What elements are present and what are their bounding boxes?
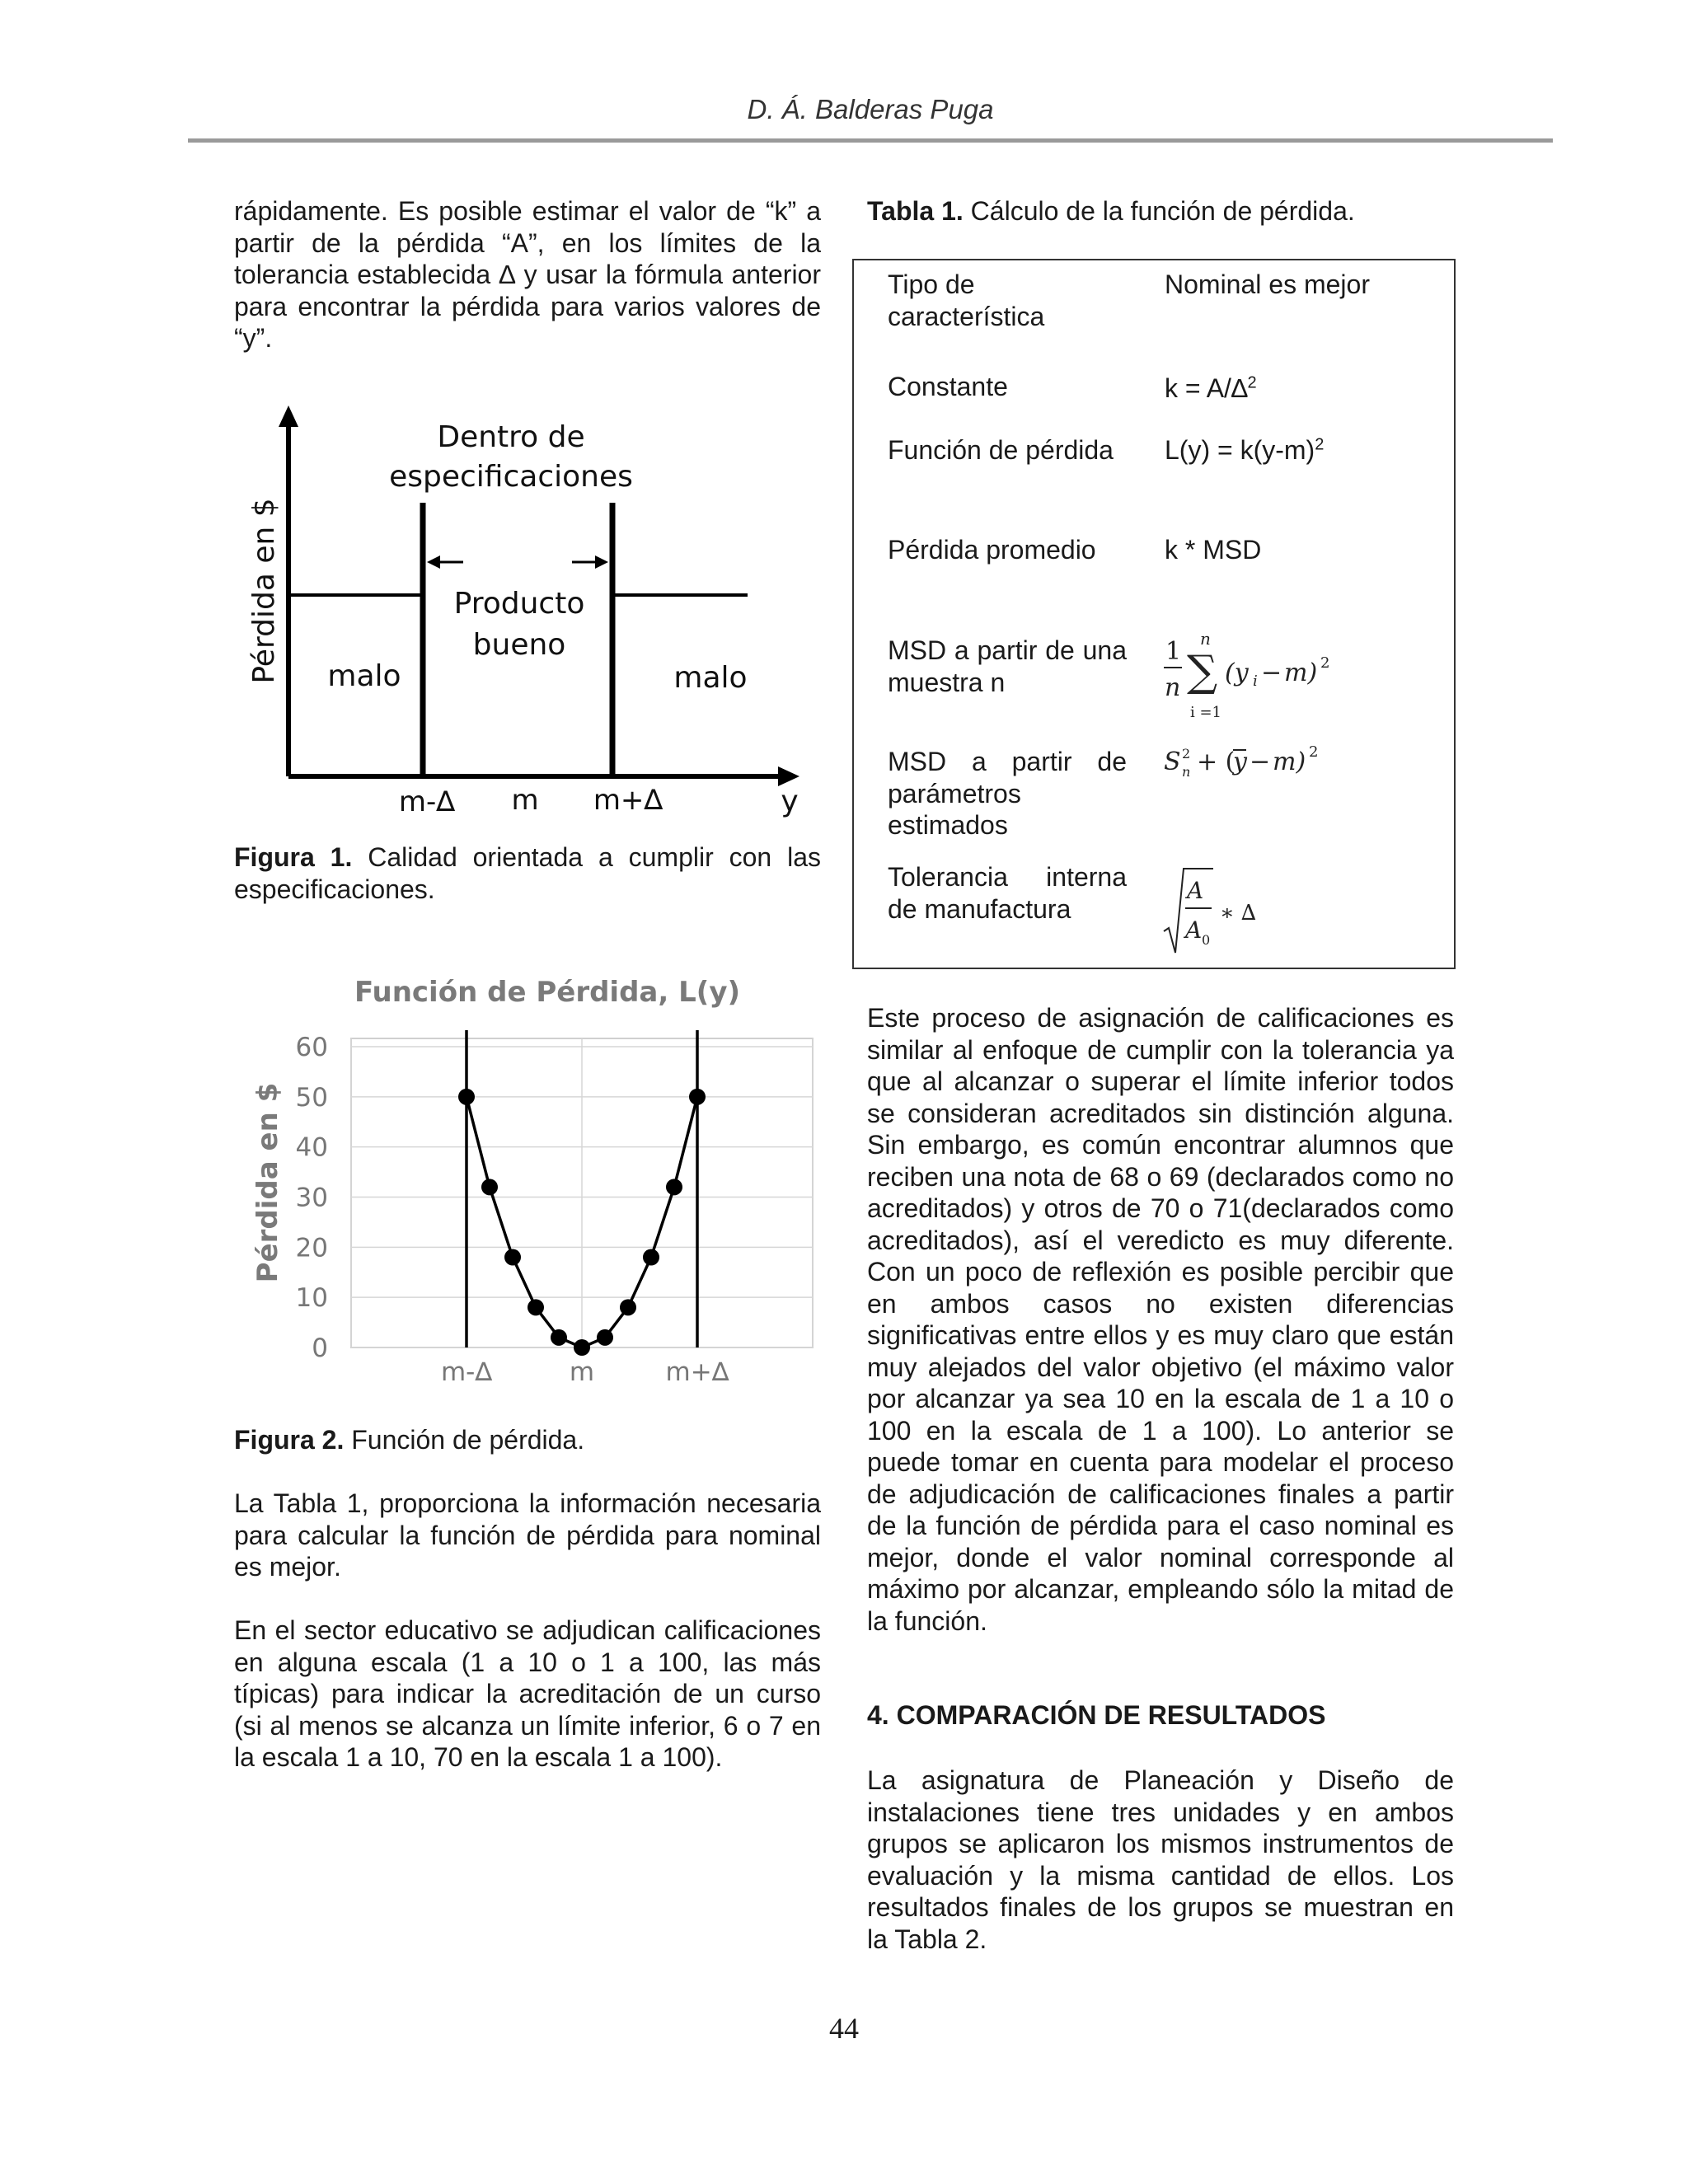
svg-text:S: S <box>1164 748 1181 776</box>
fig1-center-label-1: Producto <box>453 587 585 621</box>
table-loss-formula: L(y) = k(y-m) <box>1165 435 1315 465</box>
table-constant-formula: k = A/∆ <box>1165 373 1248 403</box>
section-heading: 4. COMPARACIÓN DE RESULTADOS <box>867 1700 1326 1730</box>
chart-x-tick-label: m+∆ <box>665 1357 729 1387</box>
figure-1-caption <box>234 841 821 905</box>
right-para-1: Este proceso de asignación de calificaciones es similar al enfoque de cumplir con la tolerancia ya que al alcanzar o superar el límite inferior todos se consideran acreditados sin distinción alguna. Sin embargo, es común encontrar alumnos que reciben una nota de 68 o 69 (declarados como no acreditados) y otros de 70 o 71(declarados como acreditados), así el veredicto es muy diferente. Con un poco de reflexión es posible percibir que en ambos casos no existen diferencias significativas entre ellos y es muy claro que están muy alejados del valor objetivo (el máximo valor por alcanzar ya sea 10 en la escala de 1 a 10 o 100 en la escala de 1 a 100). Lo anterior se puede tomar en cuenta para modelar el proceso de adjudicación de calificaciones finales a partir de la función de pérdida para el caso nominal es mejor, donde el valor nominal corresponde al máximo por alcanzar, empleando sólo la mitad de la función. <box>867 1003 1454 1636</box>
table-row-label: MSD a partir de una muestra n <box>888 635 1127 697</box>
fig1-y-label: Pérdida en $ <box>247 498 281 684</box>
svg-text:1: 1 <box>1165 637 1182 666</box>
svg-text:2: 2 <box>1309 743 1319 761</box>
right-para-2: La asignatura de Planeación y Diseño de instalaciones tiene tres unidades y en ambos grupos se aplicaron los mismos instrumentos de evaluación y la misma cantidad de ellos. Los resultados finales de los grupos se muestran en la Tabla 2. <box>867 1765 1454 1954</box>
chart-data-point <box>458 1089 475 1105</box>
svg-text:n: n <box>1200 629 1211 649</box>
fig1-top-label-1: Dentro de <box>437 420 585 454</box>
msd-params-formula <box>1162 738 1343 788</box>
svg-text:n: n <box>1182 764 1191 780</box>
svg-text:n: n <box>1165 673 1181 702</box>
svg-text:∗ ∆: ∗ ∆ <box>1220 901 1257 926</box>
figure-2-caption <box>234 1424 821 1456</box>
left-para-2: La Tabla 1, proporciona la información necesaria para calcular la función de pérdida para nominal es mejor. <box>234 1488 821 1582</box>
fig1-y-arrow <box>279 405 298 427</box>
chart-title: Función de Pérdida, L(y) <box>354 976 741 1009</box>
fig1-tick-plus: m+∆ <box>593 784 663 817</box>
page-number: 44 <box>829 2012 859 2045</box>
svg-text:A: A <box>1185 916 1203 944</box>
svg-text:−: − <box>1261 658 1282 687</box>
table-row-label: Tolerancia interna de manufactura <box>888 862 1127 924</box>
fig1-top-label-2: especificaciones <box>389 460 633 494</box>
running-header: D. Á. Balderas Puga <box>747 94 994 124</box>
chart-y-tick-label: 60 <box>295 1033 328 1062</box>
table-row-label: Constante <box>888 372 1008 401</box>
chart-data-point <box>689 1089 706 1105</box>
svg-text:m): m) <box>1284 658 1318 687</box>
chart-data-point <box>481 1179 498 1195</box>
table-row-value: Nominal es mejor <box>1165 269 1370 299</box>
chart-data-point <box>551 1329 567 1346</box>
table-loss-exponent: 2 <box>1315 435 1325 454</box>
table-row-value <box>1165 373 1257 405</box>
chart-x-tick-label: m <box>569 1357 595 1387</box>
left-para-3: En el sector educativo se adjudican calificaciones en alguna escala (1 a 10 o 1 a 100, las más típicas) para indicar la acreditación de un curso (si al menos se alcanza un límite inferior, 6 o 7 en la escala 1 a 10, 70 en la escala 1 a 100). <box>234 1615 821 1772</box>
fig1-right-malo: malo <box>673 661 748 695</box>
figure-2-caption-label: Figura 2. <box>234 1425 345 1455</box>
chart-data-point <box>620 1299 636 1315</box>
svg-text:2: 2 <box>1182 746 1191 762</box>
table-constant-exponent: 2 <box>1247 373 1257 392</box>
chart-y-tick-label: 40 <box>295 1132 328 1163</box>
left-para-1: rápidamente. Es posible estimar el valor de “k” a partir de la pérdida “A”, en los límites de la tolerancia establecida ∆ y usar la fórmula anterior para encontrar la pérdida para varios valores de “y”. <box>234 196 821 353</box>
table-1-title-label: Tabla 1. <box>867 196 964 226</box>
figure-2-chart <box>244 964 837 1393</box>
figure-2-caption-text: Función de pérdida. <box>344 1425 585 1455</box>
table-row-label: MSD a partir de parámetros estimados <box>888 747 1127 840</box>
chart-data-point <box>528 1299 544 1315</box>
chart-x-tick-label: m-∆ <box>440 1357 493 1387</box>
svg-text:∑: ∑ <box>1187 647 1218 696</box>
fig1-left-malo: malo <box>327 659 401 693</box>
svg-text:2: 2 <box>1320 654 1330 672</box>
header-rule <box>188 138 1553 143</box>
chart-data-point <box>574 1339 590 1356</box>
chart-y-tick-label: 50 <box>295 1082 328 1113</box>
chart-data-point <box>666 1179 682 1195</box>
table-1-title-text: Cálculo de la función de pérdida. <box>963 196 1355 226</box>
fig1-x-arrow <box>778 766 799 786</box>
chart-y-tick-label: 30 <box>295 1183 328 1213</box>
table-row-label: Función de pérdida <box>888 435 1114 465</box>
figure-1-caption-text: Calidad orientada a cumplir con las especificaciones. <box>234 842 822 904</box>
fig1-center-label-2: bueno <box>472 628 566 662</box>
chart-data-point <box>643 1249 659 1266</box>
fig1-right-arrow <box>595 555 608 569</box>
table-row-label: Pérdida promedio <box>888 535 1096 565</box>
fig1-tick-minus: m-∆ <box>398 785 456 818</box>
chart-data-point <box>597 1329 613 1346</box>
svg-text:y: y <box>1233 748 1247 776</box>
chart-y-tick-label: 20 <box>295 1233 328 1263</box>
chart-y-label: Pérdida en $ <box>251 1082 284 1283</box>
table-row-value <box>1165 434 1324 466</box>
figure-1-caption-label: Figura 1. <box>234 842 353 872</box>
svg-text:A: A <box>1187 877 1204 904</box>
svg-text:m): m) <box>1273 748 1306 776</box>
table-1-title <box>867 195 1454 227</box>
svg-text:i =1: i =1 <box>1190 704 1222 721</box>
chart-y-tick-label: 0 <box>312 1333 328 1363</box>
fig1-tick-m: m <box>511 784 539 817</box>
fig1-x-label: y <box>781 785 799 818</box>
svg-text:+ (: + ( <box>1197 748 1236 776</box>
chart-y-tick-label: 10 <box>295 1283 328 1314</box>
svg-text:(y: (y <box>1225 658 1249 687</box>
figure-1 <box>239 397 824 826</box>
table-row-value: k * MSD <box>1165 535 1262 565</box>
svg-text:−: − <box>1250 748 1271 776</box>
fig1-left-arrow <box>427 555 440 569</box>
tolerance-formula <box>1162 864 1294 956</box>
msd-sample-formula <box>1162 628 1343 727</box>
svg-text:i: i <box>1253 673 1258 690</box>
svg-text:0: 0 <box>1202 932 1211 948</box>
table-row-label: Tipo de característica <box>888 269 1045 331</box>
chart-data-point <box>504 1249 521 1266</box>
